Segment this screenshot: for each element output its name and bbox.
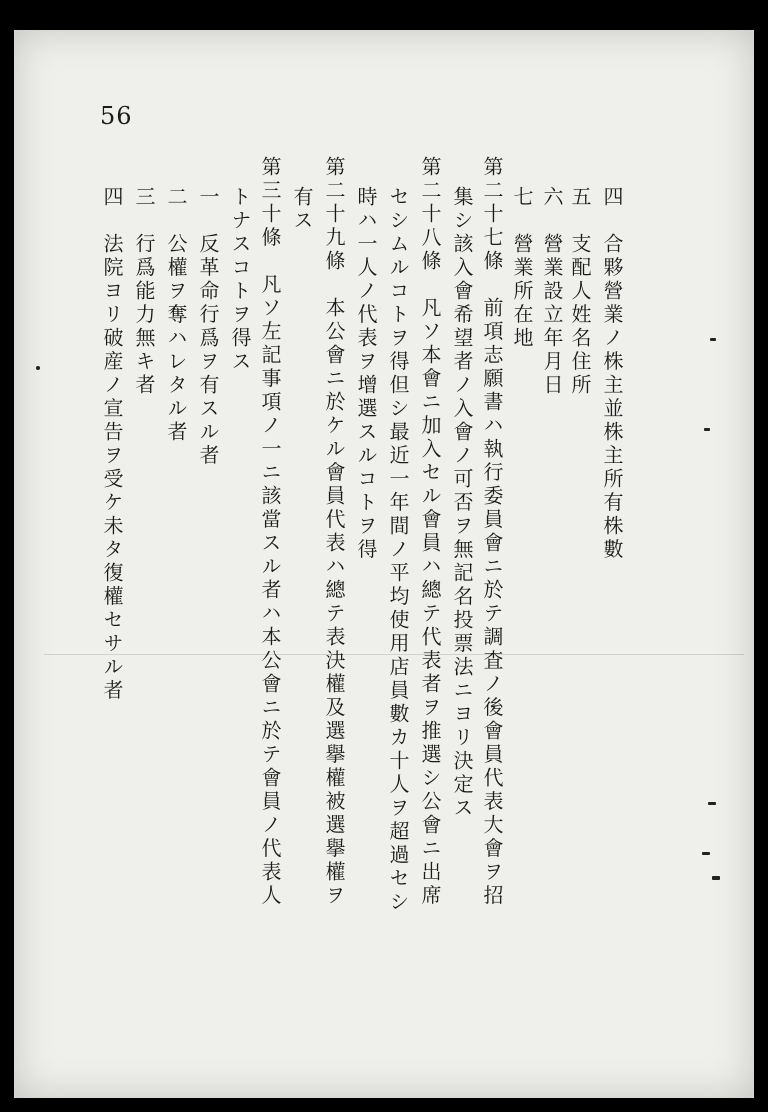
ink-mark (712, 876, 720, 880)
text-column: 有ス (290, 186, 314, 233)
text-column: セシムルコトヲ得但シ最近一年間ノ平均使用店員數カ十人ヲ超過セシ (386, 186, 410, 915)
text-column: 三 行爲能力無キ者 (132, 186, 156, 398)
ink-mark (708, 802, 716, 805)
ink-mark (36, 366, 40, 370)
text-column: 七 營業所在地 (510, 186, 534, 351)
page-number: 56 (100, 102, 133, 130)
ink-mark (704, 428, 710, 431)
text-column: 四 合夥營業ノ株主並株主所有株數 (600, 186, 624, 562)
text-column: 第二十九條 本公會ニ於ケル會員代表ハ總テ表決權及選擧權被選擧權ヲ (322, 156, 346, 908)
ink-mark (710, 338, 716, 341)
text-column: 二 公權ヲ奪ハレタル者 (164, 186, 188, 445)
text-column: 第二十七條 前項志願書ハ執行委員會ニ於テ調査ノ後會員代表大會ヲ招 (480, 156, 504, 908)
text-column: 第三十條 凡ソ左記事項ノ一ニ該當スル者ハ本公會ニ於テ會員ノ代表人 (258, 156, 282, 908)
text-column: 六 營業設立年月日 (540, 186, 564, 398)
text-column: 一 反革命行爲ヲ有スル者 (196, 186, 220, 468)
document-page (14, 30, 754, 1098)
text-column: 時ハ一人ノ代表ヲ增選スルコトヲ得 (354, 186, 378, 562)
ink-mark (702, 852, 710, 855)
text-column: 五 支配人姓名住所 (568, 186, 592, 398)
text-column: 四 法院ヨリ破産ノ宣告ヲ受ケ未タ復權セサル者 (100, 186, 124, 703)
text-column: 第二十八條 凡ソ本會ニ加入セル會員ハ總テ代表者ヲ推選シ公會ニ出席 (418, 156, 442, 908)
text-column: トナスコトヲ得ス (228, 186, 252, 374)
text-column: 集シ該入會希望者ノ入會ノ可否ヲ無記名投票法ニヨリ決定ス (450, 186, 474, 821)
